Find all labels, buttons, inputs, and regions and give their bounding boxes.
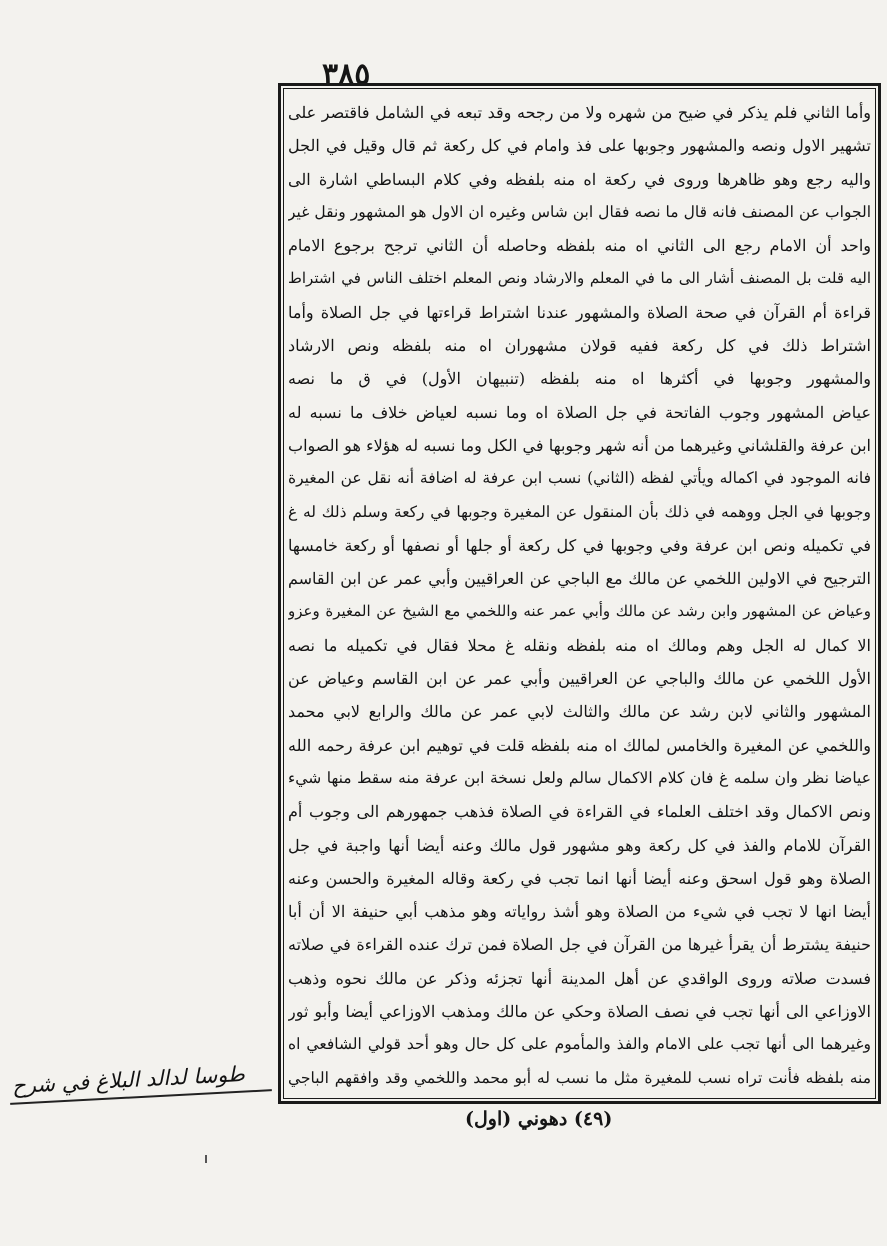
text-line: الترجيح في الاولين اللخمي عن مالك مع الباجي عن العراقيين وأبي عمر عن ابن القاسم xyxy=(288,569,871,589)
text-line: تشهير الاول ونصه والمشهور وجوبها على فذ وامام في كل ركعة ثم قال وقيل في الجل xyxy=(288,136,871,156)
text-line: المشهور والثاني لابن رشد عن مالك والثالث لابي عمر عن مالك والرابع لابي محمد xyxy=(288,702,871,722)
text-line: عياض المشهور وجوب الفاتحة في جل الصلاة اه وما نسبه لعياض خلاف ما نسبه له xyxy=(288,402,871,422)
text-line: وجوبها في الجل ووهمه في ذلك بأن المنقول عن المغيرة وجوبها في ركعة وسلم ذلك له غ xyxy=(288,502,871,521)
text-line xyxy=(288,1095,871,1096)
text-line: ونص الاكمال وقد اختلف العلماء في القراءة في الصلاة فذهب جمهورهم الى وجوب أم xyxy=(288,802,871,822)
text-line: حنيفة يشترط أن يقرأ غيرها من القرآن في جل الصلاة فمن ترك عنده القراءة في صلاته xyxy=(288,935,871,955)
text-line: واحد أن الامام رجع الى الثاني اه منه بلفظه وحاصله أن الثاني ترجح برجوع الامام xyxy=(288,236,871,256)
text-line: منه بلفظه فأنت تراه نسب للمغيرة مثل ما نسب له أبو محمد واللخمي وقد وافقهم الباجي xyxy=(288,1068,871,1087)
page-number: ٣٨٥ xyxy=(322,57,371,92)
text-line: والمشهور وجوبها في أكثرها اه منه بلفظه (تنبيهان الأول) في ق ما نصه xyxy=(288,369,871,389)
text-line: عياضا نظر وان سلمه غ فان كلام الاكمال سالم ولعل نسخة ابن عرفة منه سقط منها شيء xyxy=(288,768,871,787)
footer-signature: (٤٩) دهوني (اول) xyxy=(465,1108,613,1130)
text-line: الجواب عن المصنف فانه قال ما نصه فقال ابن شاس وغيره ان الاول هو المشهور ونقل غير xyxy=(288,202,871,221)
text-line: وأما الثاني فلم يذكر في ضيح من شهره ولا من رجحه وقد تبعه في الشامل فاقتصر على xyxy=(288,103,871,122)
text-line: الصلاة وهو قول اسحق وعنه أيضا أنها انما تجب في ركعة وقاله المغيرة والحسن وعنه xyxy=(288,868,871,888)
text-line: ابن عرفة والقلشاني وغيرهما من أنه شهر وجوبها في الكل وما نسبه له هؤلاء هو الصواب xyxy=(288,435,871,455)
text-line: القرآن للامام والفذ في كل ركعة وهو مشهور قول مالك وعنه أيضا أنها واجبة في جل xyxy=(288,835,871,855)
text-line: واليه رجع وهو ظاهرها وروى في ركعة اه منه بلفظه وفي كلام البساطي اشارة الى xyxy=(288,169,871,189)
text-line: الاوزاعي الى أنها تجب في نصف الصلاة وحكي عن مالك ومذهب الاوزاعي أيضا وأبو ثور xyxy=(288,1002,871,1022)
text-line: اشتراط ذلك في كل ركعة ففيه قولان مشهوران اه منه بلفظه ونص الارشاد xyxy=(288,336,871,356)
text-line: وعياض عن المشهور وابن رشد عن مالك وأبي عمر عنه واللخمي مع الشيخ عن المغيرة وعزو xyxy=(288,602,871,621)
text-line: واللخمي عن المغيرة والخامس لمالك اه منه بلفظه قلت في توهيم ابن عرفة رحمه الله xyxy=(288,735,871,755)
text-line: فسدت صلاته وروى الواقدي عن أهل المدينة أنها تجزئه وذكر عن مالك نحوه وذهب xyxy=(288,968,871,988)
text-line: أيضا انها لا تجب في شيء من الصلاة وهو أشذ رواياته وهو مذهب أبي حنيفة الا أن أبا xyxy=(288,902,871,922)
margin-note: طوسا لدالد البلاغ في شرح xyxy=(11,1061,246,1099)
text-line: الأول اللخمي عن مالك والباجي عن العراقيين وأبي عمر عن ابن القاسم وعياض عن xyxy=(288,669,871,689)
margin-tick xyxy=(205,1155,207,1163)
text-line: الا كمال له الجل وهم ومالك اه منه بلفظه ونقله غ محلا فقال في تكميله ما نصه xyxy=(288,635,871,655)
text-line: وغيرهما الى أنها تجب على الامام والفذ والمأموم على كل حال وهو أحد قولي الشافعي اه xyxy=(288,1035,871,1054)
text-line: قراءة أم القرآن في صحة الصلاة والمشهور عندنا اشتراط قراءتها في جل الصلاة وأما xyxy=(288,302,871,322)
text-body xyxy=(288,96,871,1096)
text-line: في تكميله ونص ابن عرفة وفي وجوبها في كل ركعة أو جلها أو نصفها أو ركعة خامسها xyxy=(288,535,871,555)
text-line: اليه قلت بل المصنف أشار الى ما في المعلم والارشاد ونص المعلم اختلف الناس في اشتراط xyxy=(288,269,871,288)
text-line: فانه الموجود في اكماله ويأتي لفظه (الثاني) نسب ابن عرفة له اضافة أنه نقل عن المغيرة xyxy=(288,469,871,488)
